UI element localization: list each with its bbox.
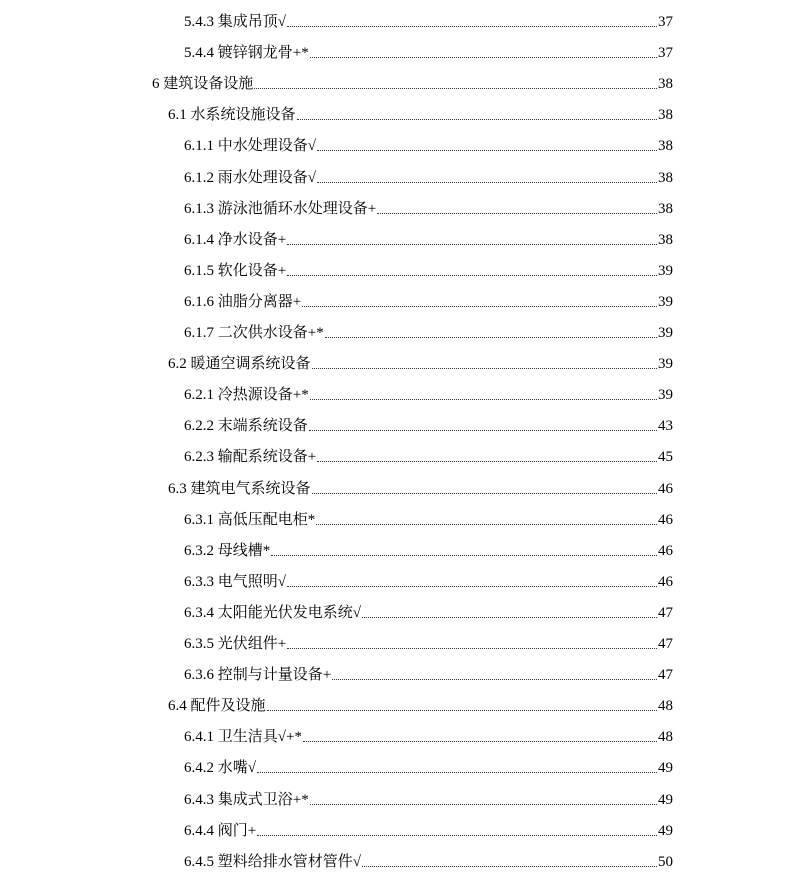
toc-entry-title: 6.3.5 光伏组件+ xyxy=(184,636,287,652)
toc-dot-leader xyxy=(287,274,657,276)
toc-dot-leader xyxy=(317,460,657,462)
toc-entry[interactable] xyxy=(184,404,673,435)
toc-entry[interactable] xyxy=(184,715,673,746)
toc-entry[interactable] xyxy=(184,156,673,187)
toc-entry-title: 6.1.3 游泳池循环水处理设备+ xyxy=(184,200,377,217)
toc-dot-leader xyxy=(362,865,657,867)
toc-dot-leader xyxy=(332,678,657,680)
toc-dot-leader xyxy=(267,709,657,711)
toc-entry[interactable] xyxy=(184,435,673,466)
toc-entry[interactable] xyxy=(184,498,673,529)
toc-entry-title: 6.3.6 控制与计量设备+ xyxy=(184,667,332,684)
toc-dot-leader xyxy=(303,740,657,742)
toc-entry-page-number: 38 xyxy=(658,138,673,155)
toc-dot-leader xyxy=(297,118,657,120)
toc-entry-title: 6.1.1 中水处理设备√ xyxy=(184,138,316,155)
toc-entry-page-number: 39 xyxy=(658,262,673,279)
toc-entry-page-number: 38 xyxy=(658,169,673,186)
toc-entry-page-number: 39 xyxy=(658,387,673,404)
toc-entry-title: 6 建筑设备设施 xyxy=(152,76,254,93)
toc-dot-leader xyxy=(312,492,657,494)
toc-entry[interactable] xyxy=(184,809,673,840)
toc-dot-leader xyxy=(310,803,657,805)
toc-entry-page-number: 50 xyxy=(658,853,673,870)
toc-entry-title: 6.1.5 软化设备+ xyxy=(184,262,287,279)
toc-entry-title: 6.1 水系统设施设备 xyxy=(168,107,296,124)
toc-entry[interactable] xyxy=(168,93,673,124)
toc-entry-page-number: 47 xyxy=(658,636,673,652)
toc-entry-title: 6.4 配件及设施 xyxy=(168,698,266,715)
toc-entry-title: 6.3 建筑电气系统设备 xyxy=(168,480,311,497)
toc-entry-page-number: 45 xyxy=(658,449,673,466)
toc-entry[interactable] xyxy=(184,560,673,591)
toc-entry-title: 6.2.2 末端系统设备 xyxy=(184,418,308,435)
toc-entry-title: 6.1.2 雨水处理设备√ xyxy=(184,169,316,186)
toc-entry[interactable] xyxy=(168,467,673,498)
toc-entry[interactable] xyxy=(184,746,673,777)
toc-entry-page-number: 49 xyxy=(658,760,673,777)
toc-entry-title: 6.4.2 水嘴√ xyxy=(184,760,256,777)
toc-dot-leader xyxy=(325,336,657,338)
toc-dot-leader xyxy=(310,56,657,58)
toc-entry-title: 6.4.3 集成式卫浴+* xyxy=(184,791,309,808)
toc-entry-page-number: 48 xyxy=(658,698,673,715)
toc-entry-title: 6.3.2 母线槽* xyxy=(184,542,271,559)
toc-entry-page-number: 46 xyxy=(658,480,673,497)
toc-entry-page-number: 38 xyxy=(658,231,673,248)
toc-entry-page-number: 49 xyxy=(658,791,673,808)
toc-dot-leader xyxy=(257,771,657,773)
toc-entry[interactable] xyxy=(184,622,673,653)
toc-entry[interactable] xyxy=(184,311,673,342)
toc-entry[interactable] xyxy=(168,684,673,715)
toc-entry-title: 6.3.4 太阳能光伏发电系统√ xyxy=(184,604,361,621)
toc-entry[interactable] xyxy=(184,249,673,280)
toc-entry-title: 6.2.3 输配系统设备+ xyxy=(184,449,317,466)
toc-entry-page-number: 46 xyxy=(658,511,673,528)
toc-entry[interactable] xyxy=(184,840,673,871)
toc-dot-leader xyxy=(287,647,657,649)
toc-entry-page-number: 47 xyxy=(658,667,673,684)
toc-entry-title: 6.4.4 阀门+ xyxy=(184,822,257,839)
toc-entry-page-number: 46 xyxy=(658,542,673,559)
toc-entry[interactable] xyxy=(184,778,673,809)
toc-entry-title: 6.2.1 冷热源设备+* xyxy=(184,387,309,404)
toc-entry[interactable] xyxy=(184,373,673,404)
toc-entry[interactable] xyxy=(184,0,673,31)
toc-entry-title: 5.4.3 集成吊顶√ xyxy=(184,14,286,30)
toc-entry-title: 6.2 暖通空调系统设备 xyxy=(168,356,311,373)
toc-entry[interactable] xyxy=(184,124,673,155)
toc-dot-leader xyxy=(317,149,657,151)
toc-dot-leader xyxy=(312,367,657,369)
toc-entry-page-number: 38 xyxy=(658,107,673,124)
toc-entry-title: 6.4.1 卫生洁具√+* xyxy=(184,729,302,746)
toc-dot-leader xyxy=(257,834,657,836)
toc-entry-page-number: 49 xyxy=(658,822,673,839)
toc-entry[interactable] xyxy=(184,591,673,622)
toc-entry[interactable] xyxy=(184,31,673,62)
toc-entry-title: 5.4.4 镀锌钢龙骨+* xyxy=(184,45,309,62)
toc-dot-leader xyxy=(302,305,657,307)
toc-entry-page-number: 43 xyxy=(658,418,673,435)
toc-entry-page-number: 38 xyxy=(658,200,673,217)
toc-entry-page-number: 48 xyxy=(658,729,673,746)
toc-entry-title: 6.1.6 油脂分离器+ xyxy=(184,293,302,310)
toc-entry-page-number: 47 xyxy=(658,604,673,621)
toc-dot-leader xyxy=(287,585,657,587)
toc-entry[interactable] xyxy=(168,342,673,373)
toc-entry[interactable] xyxy=(184,187,673,218)
toc-dot-leader xyxy=(287,25,657,27)
toc-entry-page-number: 39 xyxy=(658,325,673,341)
toc-dot-leader xyxy=(287,243,657,245)
toc-entry-page-number: 39 xyxy=(658,293,673,310)
toc-dot-leader xyxy=(310,398,657,400)
toc-dot-leader xyxy=(309,429,657,431)
toc-dot-leader xyxy=(317,181,657,183)
toc-dot-leader xyxy=(362,616,657,618)
toc-entry[interactable] xyxy=(184,653,673,684)
toc-dot-leader xyxy=(271,554,657,556)
toc-entry-page-number: 37 xyxy=(658,14,673,30)
toc-entry-title: 6.4.5 塑料给排水管材管件√ xyxy=(184,853,361,870)
toc-entry-title: 6.3.3 电气照明√ xyxy=(184,573,286,590)
toc-entry[interactable] xyxy=(152,62,673,93)
toc-entry-page-number: 39 xyxy=(658,356,673,373)
toc-entry-title: 6.1.4 净水设备+ xyxy=(184,231,287,248)
toc-entry-title: 6.3.1 高低压配电柜* xyxy=(184,511,316,528)
toc-dot-leader xyxy=(316,523,657,525)
toc-dot-leader xyxy=(254,87,657,89)
toc-entry-page-number: 38 xyxy=(658,76,673,93)
toc-dot-leader xyxy=(377,212,657,214)
toc-entry-page-number: 37 xyxy=(658,45,673,62)
toc-entry[interactable] xyxy=(184,529,673,560)
toc-entry-page-number: 46 xyxy=(658,573,673,590)
toc-entry[interactable] xyxy=(184,280,673,311)
toc-entry[interactable] xyxy=(184,218,673,249)
toc-entry-title: 6.1.7 二次供水设备+* xyxy=(184,325,324,341)
